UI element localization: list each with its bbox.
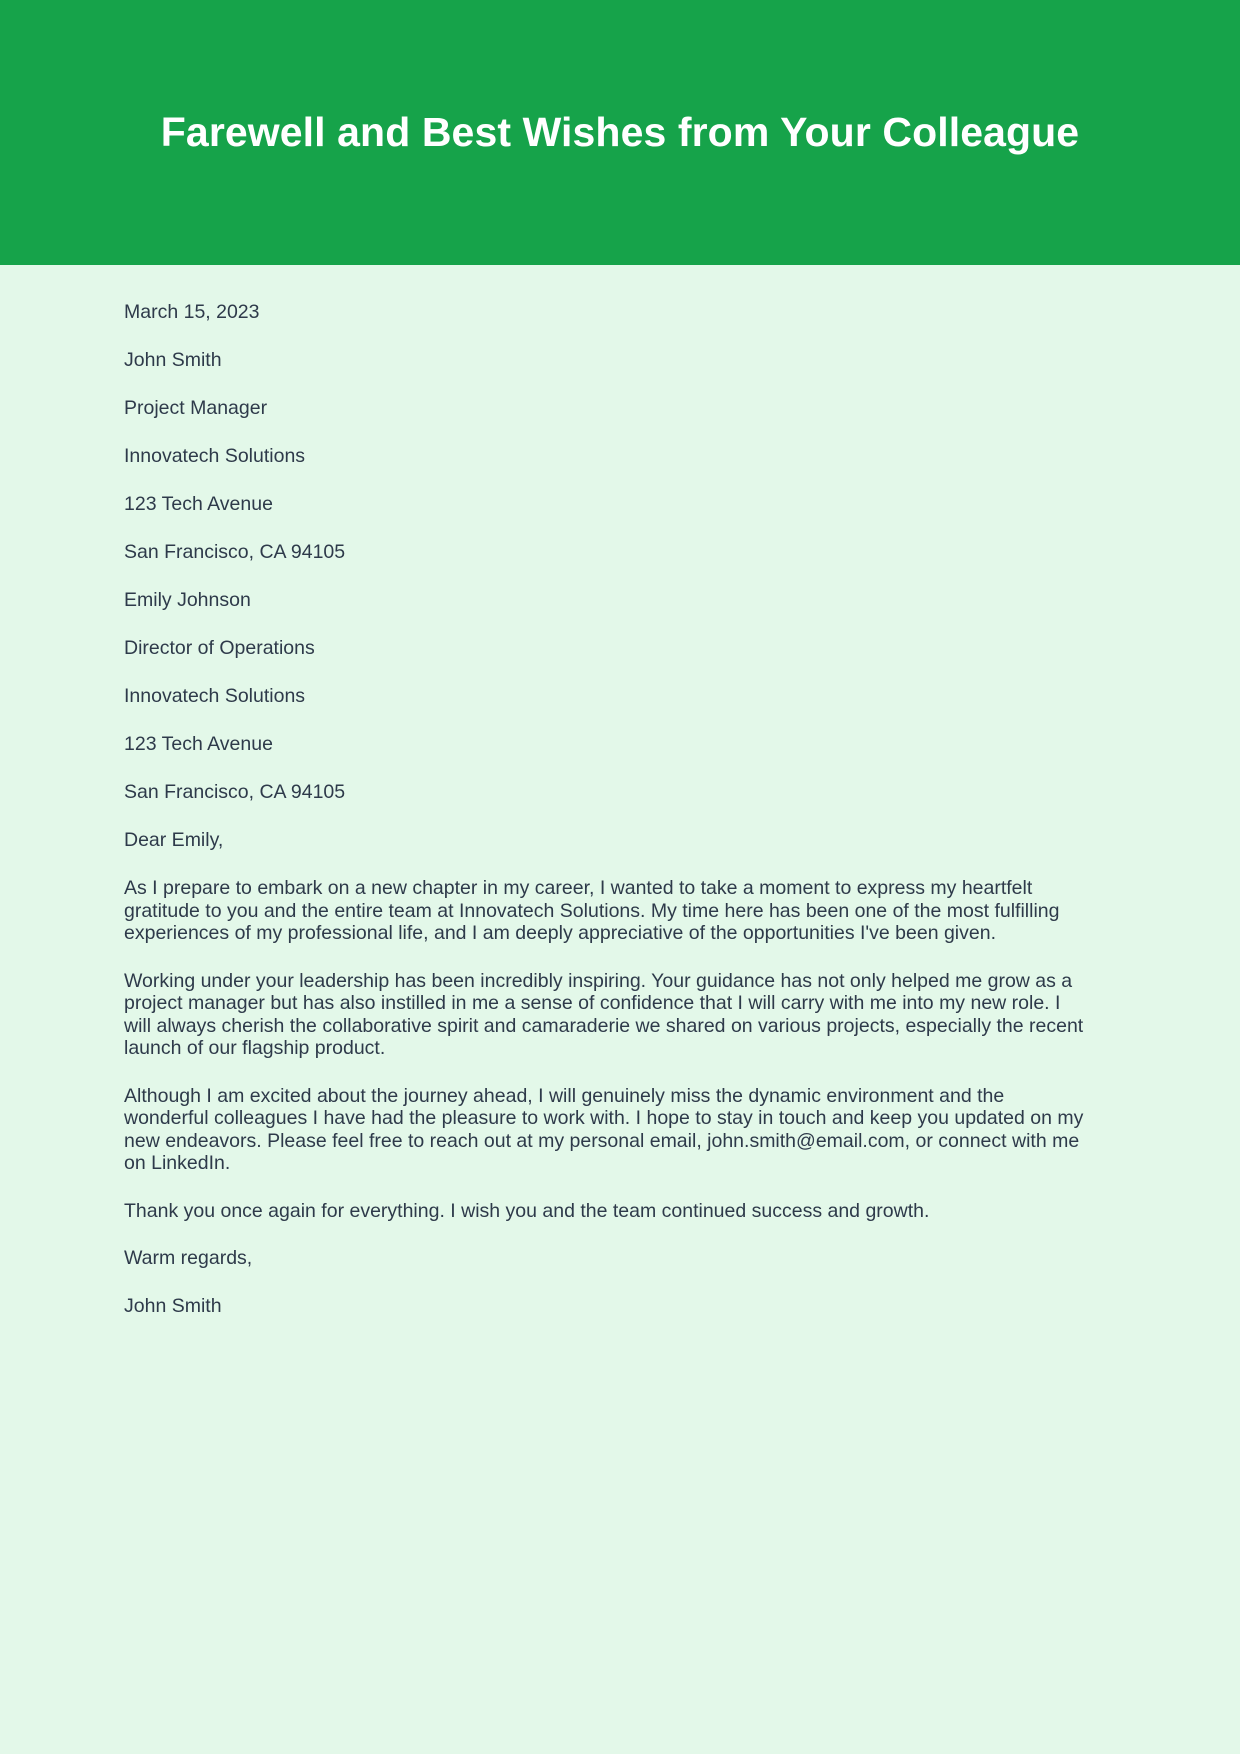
recipient-job-title: Director of Operations	[124, 637, 315, 659]
letter-paragraphs	[124, 877, 1090, 1222]
sender-job-title: Project Manager	[124, 397, 268, 419]
recipient-address-block	[124, 589, 1090, 803]
signature-name: John Smith	[124, 1295, 222, 1317]
letter-body	[0, 265, 1240, 1754]
recipient-company: Innovatech Solutions	[124, 685, 306, 707]
date-block	[124, 301, 1090, 323]
sender-name: John Smith	[124, 349, 222, 371]
sender-company: Innovatech Solutions	[124, 445, 306, 467]
letter-date: March 15, 2023	[124, 301, 260, 323]
letter-paragraph: Working under your leadership has been incredibly inspiring. Your guidance has not only helped me grow as a project manager but has also instilled in me a sense of confidence that I will carry with me into my new role. I will always cherish the collaborative spirit and camaraderie we shared on various projects, especially the recent launch of our flagship product.	[124, 969, 1084, 1059]
sender-street: 123 Tech Avenue	[124, 493, 273, 515]
closing-line: Warm regards,	[124, 1247, 253, 1269]
sender-city-state-zip: San Francisco, CA 94105	[124, 541, 346, 563]
recipient-street: 123 Tech Avenue	[124, 733, 273, 755]
letter-header-banner	[0, 0, 1240, 265]
letter-paragraph: Thank you once again for everything. I wish you and the team continued success and growth.	[124, 1199, 930, 1222]
letter-paragraph: Although I am excited about the journey ahead, I will genuinely miss the dynamic environment and the wonderful colleagues I have had the pleasure to work with. I hope to stay in touch and keep you updated on my new endeavors. Please feel free to reach out at my personal email, john.smith@email.com, or connect with me on LinkedIn.	[124, 1084, 1084, 1174]
salutation: Dear Emily,	[124, 829, 224, 851]
letter-paragraph: As I prepare to embark on a new chapter in my career, I wanted to take a moment to express my heartfelt gratitude to you and the entire team at Innovatech Solutions. My time here has been one of the most fulfilling experiences of my professional life, and I am deeply appreciative of the opportunities I've been given.	[124, 877, 1060, 944]
page-title: Farewell and Best Wishes from Your Colleague	[160, 108, 1080, 155]
sender-address-block	[124, 349, 1090, 563]
recipient-city-state-zip: San Francisco, CA 94105	[124, 781, 346, 803]
recipient-name: Emily Johnson	[124, 589, 251, 611]
